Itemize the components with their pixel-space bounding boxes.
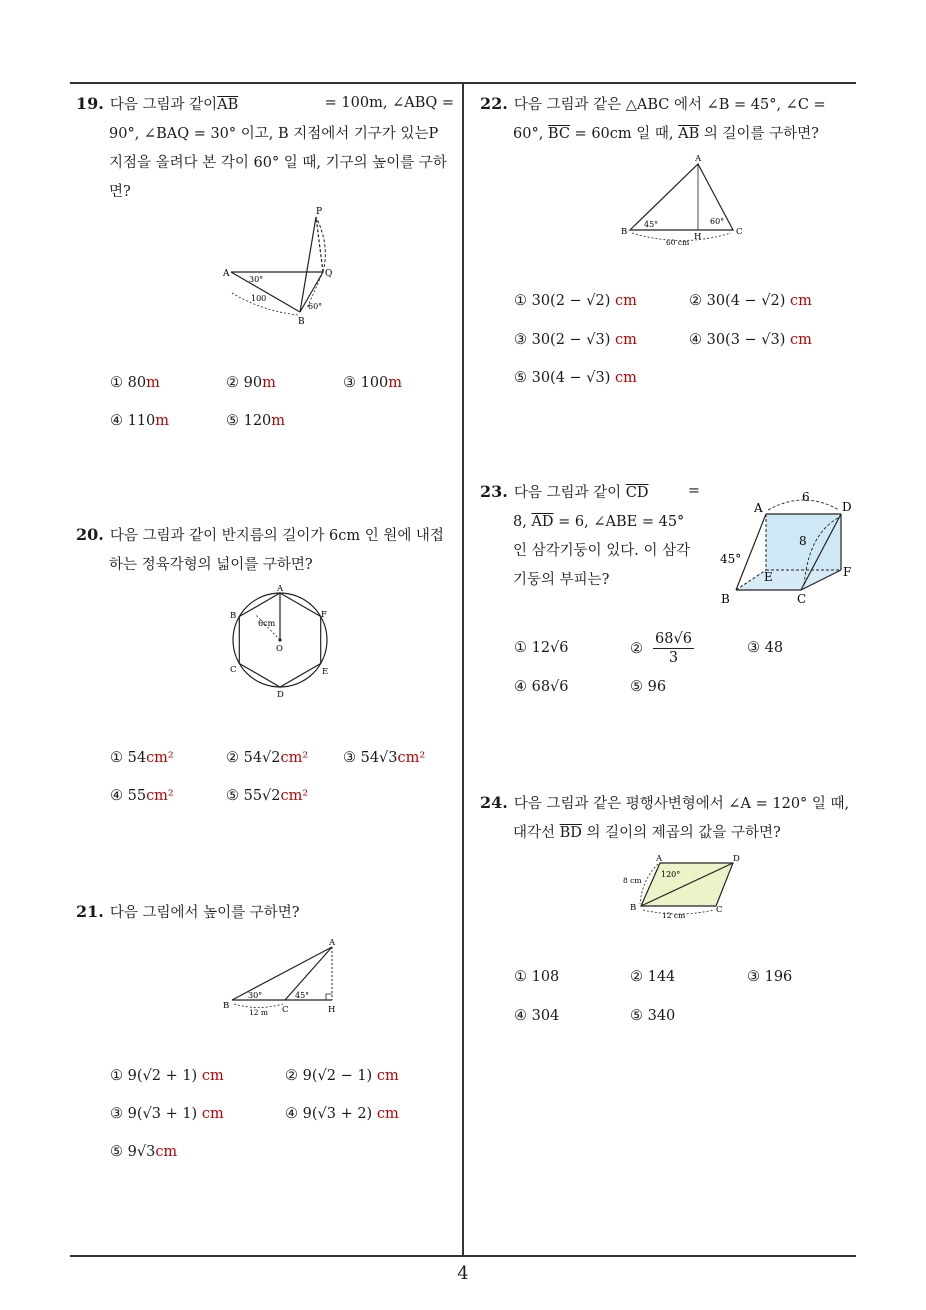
bottom-rule	[70, 1255, 856, 1257]
question-number: 22.	[480, 94, 508, 113]
question-21-line1: 21. 다음 그림에서 높이를 구하면?	[76, 902, 300, 921]
question-20-line1: 20. 다음 그림과 같이 반지름의 길이가 6cm 인 원에 내접	[76, 525, 444, 544]
q22-angle-c: 60°	[710, 217, 725, 226]
segment-ab: $\overline{AB}$	[217, 97, 239, 113]
q23-option-5[interactable]: ⑤ 96	[630, 679, 667, 695]
q22-option-4[interactable]: ④ 30(3 − √3) cm	[689, 332, 812, 348]
question-23-line3: 인 삼각기둥이 있다. 이 삼각	[513, 543, 691, 559]
q23-label-f: F	[843, 565, 852, 579]
question-19-line2: 90°, ∠BAQ = 30° 이고, B 지점에서 기구가 있는P	[109, 126, 439, 142]
q22-length: 60 cm	[666, 238, 690, 247]
q22-label-c: C	[736, 227, 743, 237]
q19-option-4[interactable]: ④ 110m	[110, 413, 170, 429]
q22-option-3[interactable]: ③ 30(2 − √3) cm	[514, 332, 637, 348]
q22-label-h: H	[694, 232, 702, 242]
q20-label-o: O	[276, 644, 283, 654]
question-number: 19.	[76, 94, 104, 113]
q19-option-5[interactable]: ⑤ 120m	[226, 413, 286, 429]
question-19-line4: 면?	[109, 184, 131, 200]
q24-option-2[interactable]: ② 144	[630, 969, 676, 985]
q21-angle-b: 30°	[248, 991, 263, 1000]
q21-figure	[222, 937, 352, 1017]
q20-label-f: F	[321, 610, 327, 620]
q23-label-e: E	[764, 570, 773, 584]
q23-option-2[interactable]: ② 68√6 3	[630, 631, 692, 666]
question-23	[480, 477, 700, 595]
q19-option-2[interactable]: ② 90m	[226, 375, 276, 391]
q24-side-12: 12 cm	[662, 911, 686, 920]
question-24	[480, 788, 858, 848]
q23-option-4[interactable]: ④ 68√6	[514, 679, 569, 695]
question-23-line2: 8, $\overline{AD} = 6$, ∠ABE = 45°	[513, 514, 685, 530]
q20-label-b: B	[230, 611, 237, 621]
q20-figure	[228, 584, 338, 700]
q21-option-3[interactable]: ③ 9(√3 + 1) cm	[110, 1106, 224, 1122]
q24-label-c: C	[716, 905, 723, 915]
q22-label-a: A	[695, 154, 702, 164]
segment-bd: $\overline{BD}$	[559, 825, 582, 841]
q20-label-d: D	[277, 690, 284, 700]
question-19-line1: 19. 다음 그림과 같이$\overline{AB}$ = 100m, ∠ABQ =	[76, 94, 454, 113]
question-23-line4: 기둥의 부피는?	[513, 572, 610, 588]
segment-bc: $\overline{BC}$	[547, 126, 570, 142]
q20-radius-label: 6cm	[258, 619, 276, 628]
question-19	[76, 89, 454, 207]
q20-label-e: E	[322, 667, 329, 677]
question-24-line1: 24. 다음 그림과 같은 평행사변형에서 ∠A = 120° 일 때,	[480, 793, 850, 812]
q20-label-a: A	[277, 584, 284, 594]
q22-figure	[620, 150, 750, 245]
question-20-line2: 하는 정육각형의 넓이를 구하면?	[109, 557, 313, 573]
q24-option-1[interactable]: ① 108	[514, 969, 560, 985]
q21-length: 12 m	[249, 1008, 269, 1017]
question-number: 24.	[480, 793, 508, 812]
q22-option-5[interactable]: ⑤ 30(4 − √3) cm	[514, 370, 637, 386]
q19-label-a: A	[223, 269, 230, 279]
segment-ad: $\overline{AD}$	[531, 514, 554, 530]
q23-figure	[718, 490, 858, 605]
q21-label-h: H	[328, 1005, 336, 1015]
q23-angle-label: 45°	[720, 552, 742, 566]
q23-label-b: B	[721, 592, 730, 606]
q24-figure	[620, 850, 750, 920]
q22-label-b: B	[621, 227, 628, 237]
q22-option-2[interactable]: ② 30(4 − √2) cm	[689, 293, 812, 309]
question-23-line1: 23. 다음 그림과 같이 $\overline{CD}$ =	[480, 482, 700, 501]
segment-cd: $\overline{CD}$	[625, 485, 649, 501]
q19-angle-a: 30°	[249, 275, 264, 284]
q24-label-a: A	[656, 854, 663, 864]
q23-label-eight: 8	[799, 534, 807, 548]
q20-option-2[interactable]: ② 54√2cm²	[226, 750, 309, 766]
q24-label-d: D	[733, 854, 740, 864]
q19-option-3[interactable]: ③ 100m	[343, 375, 403, 391]
q21-option-5[interactable]: ⑤ 9√3cm	[110, 1144, 178, 1160]
q19-label-q: Q	[325, 269, 333, 279]
q24-option-5[interactable]: ⑤ 340	[630, 1008, 676, 1024]
q19-angle-b: 60°	[308, 302, 323, 311]
question-19-line3: 지점을 올려다 본 각이 60° 일 때, 기구의 높이를 구하	[109, 155, 447, 171]
q20-option-3[interactable]: ③ 54√3cm²	[343, 750, 426, 766]
question-number: 21.	[76, 902, 104, 921]
q19-option-1[interactable]: ① 80m	[110, 375, 160, 391]
q23-label-d: D	[842, 500, 852, 514]
q21-label-c: C	[282, 1005, 289, 1015]
q21-label-a: A	[329, 938, 336, 948]
question-22-line1: 22. 다음 그림과 같은 △ABC 에서 ∠B = 45°, ∠C =	[480, 94, 826, 113]
q21-option-1[interactable]: ① 9(√2 + 1) cm	[110, 1068, 224, 1084]
q20-option-1[interactable]: ① 54cm²	[110, 750, 174, 766]
q23-label-a: A	[754, 501, 763, 515]
q21-label-b: B	[223, 1001, 230, 1011]
column-divider	[462, 84, 464, 1256]
question-22	[480, 89, 858, 149]
q23-label-six: 6	[802, 490, 810, 504]
page-number: 4	[457, 1263, 469, 1284]
q21-option-4[interactable]: ④ 9(√3 + 2) cm	[285, 1106, 399, 1122]
q24-angle-label: 120°	[661, 870, 681, 879]
q24-option-3[interactable]: ③ 196	[747, 969, 793, 985]
q19-label-b: B	[298, 317, 305, 327]
q24-side-8: 8 cm	[623, 876, 642, 885]
q21-option-2[interactable]: ② 9(√2 − 1) cm	[285, 1068, 399, 1084]
q23-option-3[interactable]: ③ 48	[747, 640, 784, 656]
q22-angle-b: 45°	[644, 220, 659, 229]
segment-ab: $\overline{AB}$	[678, 126, 700, 142]
q24-option-4[interactable]: ④ 304	[514, 1008, 560, 1024]
q20-option-5[interactable]: ⑤ 55√2cm²	[226, 788, 309, 804]
question-number: 20.	[76, 525, 104, 544]
question-24-line2: 대각선 $\overline{BD}$ 의 길이의 제곱의 값을 구하면?	[513, 825, 781, 841]
q24-label-b: B	[630, 903, 637, 913]
q21-angle-c: 45°	[295, 991, 310, 1000]
q19-side-length: 100	[251, 294, 267, 303]
q22-option-1[interactable]: ① 30(2 − √2) cm	[514, 293, 637, 309]
question-22-line2: 60°, $\overline{BC} = 60cm$ 일 때, $\overline{AB}$ 의 길이를 구하면?	[513, 126, 819, 142]
q20-label-c: C	[230, 665, 237, 675]
q19-label-p: P	[316, 207, 323, 217]
q23-option-1[interactable]: ① 12√6	[514, 640, 569, 656]
q20-option-4[interactable]: ④ 55cm²	[110, 788, 174, 804]
question-20	[76, 520, 454, 580]
q23-label-c: C	[797, 592, 807, 606]
q19-figure	[222, 205, 352, 325]
question-21	[76, 897, 454, 928]
question-number: 23.	[480, 482, 508, 501]
